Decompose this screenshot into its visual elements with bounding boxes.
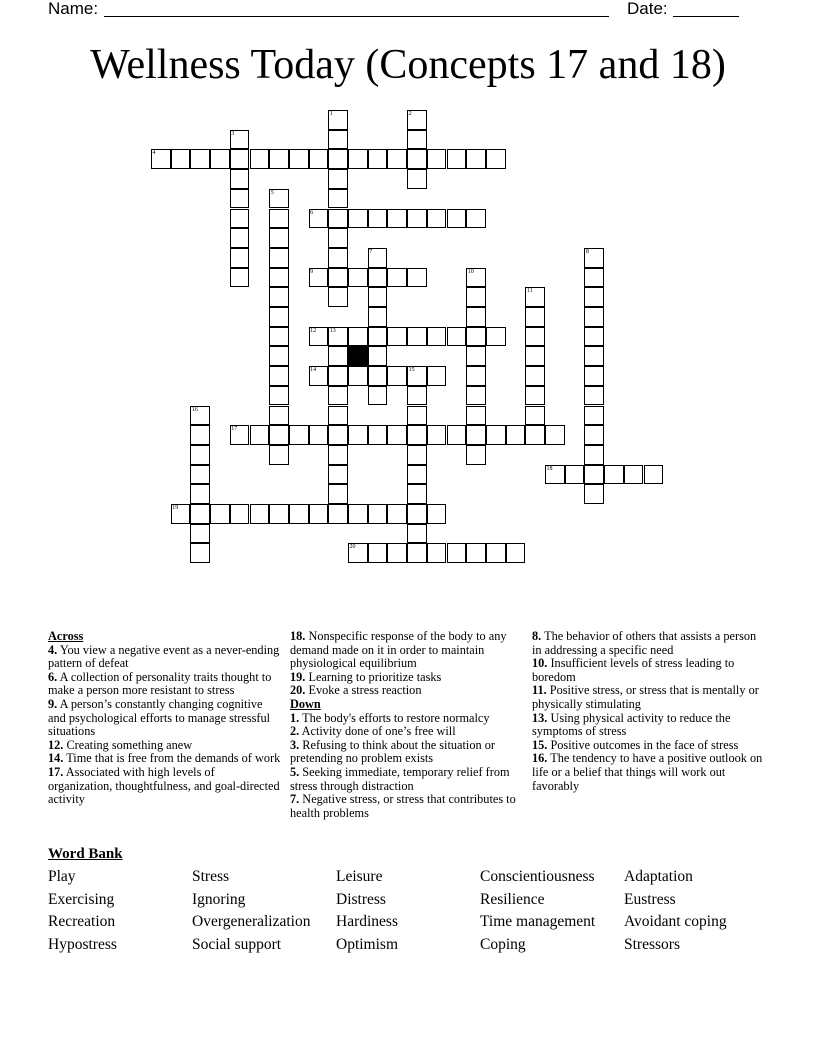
crossword-cell[interactable] [506,543,526,563]
clue-text: Nonspecific response of the body to any demand made on it in order to maintain physiological equilibrium [290,629,507,671]
crossword-cell[interactable] [525,386,545,406]
page-title: Wellness Today (Concepts 17 and 18) [90,42,726,88]
crossword-cell[interactable] [269,386,289,406]
clue-number-label: 18. [290,629,306,643]
crossword-cell[interactable] [368,327,388,347]
crossword-cell[interactable] [328,386,348,406]
word-bank-item: Avoidant coping [624,913,727,931]
clue-number: 7 [369,248,373,255]
clue-number-label: 12. [48,737,64,752]
crossword-cell[interactable] [584,425,604,445]
crossword-cell[interactable] [328,346,348,366]
crossword-cell[interactable] [190,524,210,544]
crossword-cell[interactable] [269,248,289,268]
crossword-cell[interactable] [269,268,289,288]
word-bank-item: Eustress [624,890,676,908]
clue-number: 19 [172,505,179,511]
crossword-cell[interactable] [407,524,427,544]
clue-number: 2 [408,111,412,117]
crossword-cell[interactable] [309,149,329,169]
clue-number: 10 [467,268,474,275]
word-bank-item: Resilience [480,890,545,908]
crossword-cell[interactable] [387,366,407,386]
word-bank-item: Play [48,868,76,885]
clue-text: The behavior of others that assists a person in addressing a specific need [532,629,757,657]
clue-number-label: 1. [290,710,300,725]
clue-number: 14 [310,367,317,374]
crossword-cell[interactable] [171,149,191,169]
crossword-cell[interactable] [525,425,545,445]
clue-text: Negative stress, or stress that contributes to health problems [290,792,516,820]
clue-number: 11 [526,288,533,295]
across-clue-list [48,644,281,807]
crossword-cell[interactable] [289,504,309,524]
crossword-cell[interactable] [368,425,388,445]
crossword-cell[interactable] [466,307,486,327]
crossword-cell[interactable] [348,268,368,288]
crossword-cell[interactable] [328,465,348,485]
crossword-cell[interactable] [427,327,447,347]
clue-item [532,712,767,739]
crossword-cell[interactable] [328,209,348,229]
crossword-cell[interactable] [368,543,388,563]
clue-number-label: 2. [290,724,300,739]
crossword-cell[interactable] [269,366,289,386]
crossword-cell[interactable] [348,149,368,169]
crossword-cell[interactable] [486,425,506,445]
crossword-cell[interactable] [466,209,486,229]
crossword-cell[interactable] [190,465,210,485]
word-bank-item: Overgeneralization [192,913,311,931]
crossword-cell[interactable] [447,209,467,229]
word-bank-item: Stress [192,868,230,885]
crossword-cell[interactable] [230,189,250,209]
crossword-cell[interactable] [387,504,407,524]
crossword-cell[interactable] [368,268,388,288]
clue-number-label: 17. [48,764,64,779]
crossword-cell[interactable] [230,169,250,189]
crossword-cell[interactable] [486,543,506,563]
crossword-cell[interactable] [584,445,604,465]
crossword-cell[interactable] [466,346,486,366]
crossword-cell[interactable] [328,189,348,209]
crossword-cell[interactable] [230,209,250,229]
clue-text: Insufficient levels of stress leading to boredom [532,656,735,684]
clue-item [532,739,767,753]
clues-column-1 [48,630,281,807]
crossword-cell[interactable] [427,504,447,524]
crossword-cell[interactable] [466,327,486,347]
clue-number-label: 14. [48,751,64,766]
crossword-cell[interactable] [348,366,368,386]
crossword-cell[interactable] [289,149,309,169]
crossword-cell[interactable] [486,149,506,169]
crossword-cell[interactable] [387,149,407,169]
word-bank-item: Social support [192,936,282,954]
crossword-cell[interactable] [387,543,407,563]
clue-number-label: 3. [290,737,300,752]
crossword-cell[interactable] [584,406,604,426]
clue-number: 9 [310,268,314,275]
word-bank-item: Leisure [336,868,383,885]
crossword-cell[interactable] [309,425,329,445]
crossword-cell[interactable] [348,327,368,347]
crossword-cell[interactable] [328,484,348,504]
crossword-cell[interactable] [407,268,427,288]
clue-number: 13 [329,327,336,334]
word-bank-item: Hardiness [336,913,398,931]
crossword-cell[interactable] [190,149,210,169]
crossword-cell[interactable] [466,445,486,465]
crossword-cell[interactable] [407,543,427,563]
crossword-cell[interactable] [407,425,427,445]
clue-text: Positive outcomes in the face of stress [547,737,739,752]
word-bank-item: Adaptation [624,868,693,885]
clue-item [48,644,281,671]
crossword-cell[interactable] [368,366,388,386]
clue-number-label: 10. [532,656,548,671]
crossword-cell[interactable] [407,504,427,524]
crossword-cell[interactable] [466,406,486,426]
word-bank-item: Exercising [48,890,115,908]
crossword-cell[interactable] [210,149,230,169]
crossword-cell[interactable] [427,149,447,169]
clue-text: A collection of personality traits thought to make a person more resistant to stress [48,669,272,698]
crossword-cell[interactable] [525,307,545,327]
crossword-cell[interactable] [328,287,348,307]
across-clue-list-continued [290,630,520,698]
word-bank-item: Ignoring [192,890,246,908]
clue-text: Associated with high levels of organization, thoughtfulness, and goal-directed activity [48,764,280,807]
clue-text: Using physical activity to reduce the symptoms of stress [532,710,731,739]
crossword-cell[interactable] [328,228,348,248]
crossword-cell[interactable] [269,445,289,465]
crossword-cell[interactable] [269,406,289,426]
word-bank-item: Time management [480,913,596,931]
clue-item [48,698,281,739]
clue-number: 17 [231,426,238,433]
crossword-cell[interactable] [624,465,644,485]
crossword-cell[interactable] [466,543,486,563]
clue-number-label: 16. [532,751,548,766]
clue-number: 15 [408,367,415,374]
crossword-cell[interactable] [269,425,289,445]
crossword-cell[interactable] [269,327,289,347]
crossword-cell[interactable] [427,209,447,229]
crossword-cell[interactable] [584,346,604,366]
crossword-cell[interactable] [584,268,604,288]
crossword-cell[interactable] [545,425,565,445]
crossword-cell[interactable] [387,425,407,445]
clue-number-label: 9. [48,696,58,711]
crossword-cell[interactable] [328,425,348,445]
clue-text: Creating something anew [63,737,193,752]
crossword-cell[interactable] [407,445,427,465]
crossword-cell[interactable] [407,484,427,504]
crossword-cell[interactable] [348,504,368,524]
crossword-cell[interactable] [604,465,624,485]
clue-item [532,630,767,657]
crossword-cell[interactable] [230,149,250,169]
clue-number-label: 15. [532,737,548,752]
clue-number: 12 [310,327,317,334]
clue-number: 4 [152,150,156,157]
clue-number: 18 [546,465,553,472]
clue-item [290,725,520,739]
black-cell [348,346,368,366]
crossword-cell[interactable] [584,465,604,485]
word-bank-item: Distress [336,890,386,908]
clue-text: Evoke a stress reaction [305,683,422,698]
crossword-cell[interactable] [190,543,210,563]
crossword-cell[interactable] [328,149,348,169]
clue-number-label: 11. [532,683,547,698]
crossword-cell[interactable] [525,327,545,347]
crossword-cell[interactable] [250,504,270,524]
clue-text: Activity done of one’s free will [299,724,456,739]
crossword-cell[interactable] [230,248,250,268]
down-clue-list [290,712,520,821]
crossword-cell[interactable] [584,484,604,504]
clue-item [532,752,767,793]
crossword-cell[interactable] [269,504,289,524]
crossword-cell[interactable] [328,504,348,524]
crossword-cell[interactable] [328,406,348,426]
crossword-cell[interactable] [565,465,585,485]
clue-text: Positive stress, or stress that is mentally or physically stimulating [532,683,759,711]
clue-item [290,712,520,726]
crossword-cell[interactable] [486,327,506,347]
crossword-cell[interactable] [230,268,250,288]
crossword-cell[interactable] [368,209,388,229]
crossword-cell[interactable] [269,307,289,327]
crossword-cell[interactable] [328,248,348,268]
word-bank-item: Hypostress [48,936,117,954]
crossword-cell[interactable] [447,149,467,169]
crossword-cell[interactable] [407,465,427,485]
crossword-cell[interactable] [190,445,210,465]
clue-number-label: 7. [290,792,300,807]
down-clue-list-continued [532,630,767,793]
clue-item [48,671,281,698]
crossword-cell[interactable] [644,465,664,485]
crossword-cell[interactable] [368,149,388,169]
crossword-cell[interactable] [368,504,388,524]
crossword-cell[interactable] [427,543,447,563]
crossword-cell[interactable] [387,327,407,347]
date-label: Date: [627,0,668,18]
crossword-cell[interactable] [407,169,427,189]
crossword-cell[interactable] [506,425,526,445]
crossword-cell[interactable] [584,307,604,327]
clue-number: 8 [585,248,589,255]
crossword-cell[interactable] [289,425,309,445]
crossword-cell[interactable] [584,327,604,347]
crossword-cell[interactable] [447,327,467,347]
crossword-cell[interactable] [447,425,467,445]
crossword-cell[interactable] [427,425,447,445]
crossword-cell[interactable] [407,209,427,229]
clue-number-label: 6. [48,669,58,684]
clue-item [290,766,520,793]
crossword-cell[interactable] [427,366,447,386]
crossword-cell[interactable] [525,346,545,366]
crossword-cell[interactable] [190,504,210,524]
down-heading: Down [290,696,321,711]
word-bank-item: Recreation [48,913,116,931]
crossword-cell[interactable] [387,268,407,288]
clue-text: The tendency to have a positive outlook on life or a belief that things will work out favorably [532,751,763,793]
crossword-cell[interactable] [368,346,388,366]
crossword-cell[interactable] [466,386,486,406]
clue-number: 6 [310,209,314,216]
crossword-cell[interactable] [407,149,427,169]
crossword-cell[interactable] [584,386,604,406]
crossword-cell[interactable] [230,504,250,524]
clue-text: Learning to prioritize tasks [305,669,442,684]
crossword-cell[interactable] [269,346,289,366]
clue-number-label: 4. [48,642,58,657]
crossword-cell[interactable] [269,228,289,248]
clue-text: The body's efforts to restore normalcy [299,710,490,725]
word-bank-item: Coping [480,936,526,954]
crossword-cell[interactable] [269,209,289,229]
crossword-cell[interactable] [348,209,368,229]
clue-number: 5 [270,189,274,196]
crossword-cell[interactable] [447,543,467,563]
crossword-cell[interactable] [328,268,348,288]
clue-item [290,684,520,698]
word-bank-item: Stressors [624,936,680,954]
clue-number: 3 [231,130,235,137]
clues-column-2 [290,630,520,820]
clue-number-label: 8. [532,629,542,643]
clue-number-label: 19. [290,669,306,684]
crossword-cell[interactable] [407,130,427,150]
clue-item [48,752,281,766]
clue-number-label: 20. [290,683,306,698]
crossword-cell[interactable] [309,504,329,524]
crossword-cell[interactable] [348,425,368,445]
crossword-cell[interactable] [368,287,388,307]
clue-text: Seeking immediate, temporary relief from stress through distraction [290,764,510,793]
clue-item [290,793,520,820]
clue-text: Time that is free from the demands of work [63,751,281,766]
crossword-cell[interactable] [328,169,348,189]
clue-item [532,657,767,684]
clue-number-label: 5. [290,764,300,779]
crossword-cell[interactable] [210,504,230,524]
crossword-cell[interactable] [466,366,486,386]
crossword-cell[interactable] [250,425,270,445]
crossword-cell[interactable] [368,386,388,406]
crossword-cell[interactable] [328,366,348,386]
crossword-cell[interactable] [328,445,348,465]
crossword-cell[interactable] [525,366,545,386]
crossword-cell[interactable] [466,149,486,169]
crossword-cell[interactable] [407,386,427,406]
crossword-cell[interactable] [525,406,545,426]
clue-item [290,671,520,685]
clue-text: Refusing to think about the situation or pretending no problem exists [290,737,495,766]
clue-item [290,739,520,766]
crossword-cell[interactable] [368,307,388,327]
word-bank-item: Conscientiousness [480,868,595,885]
crossword-cell[interactable] [190,425,210,445]
crossword-cell[interactable] [584,366,604,386]
clue-number-label: 13. [532,710,548,725]
crossword-cell[interactable] [466,287,486,307]
clue-item [532,684,767,711]
clues-column-3 [532,630,767,793]
across-heading: Across [48,629,84,643]
name-label: Name: [48,0,99,18]
crossword-cell[interactable] [407,327,427,347]
crossword-cell[interactable] [584,287,604,307]
clue-text: A person’s constantly changing cognitive and psychological efforts to manage stressful situations [48,696,271,739]
crossword-cell[interactable] [407,406,427,426]
clue-item [48,739,281,753]
crossword-cell[interactable] [230,228,250,248]
word-bank-item: Optimism [336,936,399,954]
crossword-cell[interactable] [190,484,210,504]
crossword-cell[interactable] [328,130,348,150]
clue-number: 16 [191,406,198,413]
crossword-cell[interactable] [269,149,289,169]
clue-number: 1 [329,111,333,117]
clue-number: 20 [349,544,356,551]
crossword-cell[interactable] [466,425,486,445]
clue-item [290,630,520,671]
crossword-cell[interactable] [269,287,289,307]
crossword-cell[interactable] [250,149,270,169]
clue-item [48,766,281,807]
word-bank-title: Word Bank [48,846,123,862]
clue-text: You view a negative event as a never-ending pattern of defeat [48,642,280,671]
crossword-cell[interactable] [387,209,407,229]
